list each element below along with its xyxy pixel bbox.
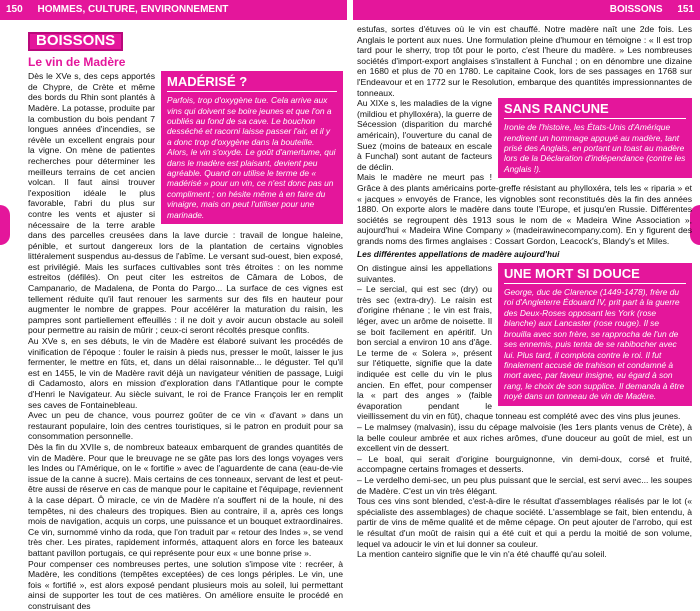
sidebar-text: Parfois, trop d'oxygène tue. Cela arrive aux vins qui doivent se boire jeunes et que l'on a oubliés au fond de sa cave. Le bouchon desséché et racorni laisse passer l'air, et il y a donc trop d'oxygène dans la bouteille. Alors, le vin s'oxyde. Le goût d'amertume, qui dans le madère est plaisant, devient peu agréable. Quand on utilise le terme de « madérisé » pour un vin, ce n'est donc pas un compliment ; on hésite même à en faire du vinaigre, mais on peut l'utiliser pour une marinade. [167,95,337,220]
paragraph: Pour compenser ces nombreuses pertes, une solution s'impose vite : recréer, à Madère, les conditions (tempêtes exceptées) de ces longs périples. Le vin, une fois « fortifié », est alors exposé pendant plusieurs mois au soleil, lui permettant ainsi de supporter les tout de ces matières. On améliore ensuite le procédé en construisant des [28,559,343,611]
paragraph: On distingue ainsi les appellations suivantes. [357,263,692,284]
left-header-title: HOMMES, CULTURE, ENVIRONNEMENT [31,4,234,15]
right-header [353,0,700,20]
article-subtitle: Le vin de Madère [28,57,343,68]
sidebar-title: MADÉRISÉ ? [167,75,337,92]
left-header [0,0,347,20]
paragraph: La mention canteiro signifie que le vin n'a été chauffé qu'au soleil. [357,549,692,560]
sidebar-title: SANS RANCUNE [504,102,686,119]
left-page-number: 150 [0,4,29,15]
paragraph: – Le verdelho demi-sec, un peu plus puissant que le sercial, est servi avec... les soupes de Madère. C'est un vin très élégant. [357,475,692,496]
sidebar-title: UNE MORT SI DOUCE [504,267,686,284]
paragraph: – Le sercial, qui est sec (dry) ou très sec (extra-dry). Le raisin est d'origine rhénane ; le vin est frais, léger, avec un arôme de noisette. Il se boit facilement en apéritif. Un bon sercial a environ 10 ans d'âge. Le terme de « Solera », présent sur l'étiquette, signifie que la date indiquée est celle du vin le plus ancien. En effet, pour compenser la « part des anges » (faible évaporation pendant le vieillissement du vin en fût), chaque tonneau est complété avec des vins plus jeunes. [357,284,692,422]
paragraph: Au XVe s, en ses débuts, le vin de Madère est élaboré suivant les procédés de vinification de l'époque : fouler le raisin à pieds nus, presser le moût, laisser le jus fermenter, le mettre en fûts, et, dans un délai raisonnable... le déguster. Tel qu'il est en 1455, le vin de Madère ravit déjà un navigateur vénitien de passage, Luigi di Cadamosto, alors en mission d'exploration dans l'Atlantique pour le compte d'Henri le Navigateur. Au siècle suivant, le roi de France François Ier en remplit ses caves de Fontainebleau. [28,336,343,410]
right-header-title: BOISSONS [604,4,669,15]
gutter [347,0,353,584]
paragraph: – Le boal, qui serait d'origine bourguignonne, vin demi-doux, corsé et fruité, accompagne certains fromages et desserts. [357,454,692,475]
section-title: BOISSONS [28,32,123,51]
paragraph: Dès le XVe s, des ceps apportés de Chypre, de Crète et même des bords du Rhin sont plantés à Madère. La potasse, produite par la combustion du bois pendant 7 longues années d'incendies, se révèle un excellent engrais pour la vigne. On mène de patientes recherches pour déterminer les meilleurs terrains de cet ancien volcan. Il faut ainsi trouver l'exposition idéale le plus favorable, l'abri du plus sur contre les vents et ajuster si nécessaire de la terre arable dans des parcelles creusées dans la lave durcie : travail de longue haleine, pénible, et surtout dangereux lors de la plantation de certains vignobles littéralement suspendus au-dessus de l'abîme. Le versant sud-ouest, bien exposé, est privilégié. Mais les surfaces cultivables sont très étroites : on les nomme estreitos (défilés). On peut citer les estreitos de Câmara de Lobos, de Campanario, de Madalena, de Ponta do Pargo... La surface de ces vignes est tellement réduite qu'il faut renouer les sarments sur des fils en hauteur pour augmenter le nombre de grappes. Pour accélérer la maturation du raisin, les pampres sont partiellement effeuillés : il ne doit y avoir aucun obstacle au soleil pour permettre au raisin de mûrir ; ceux-ci seront récoltés presque confits. [28,71,343,336]
right-page [357,24,692,560]
right-page-number: 151 [671,4,700,15]
paragraph: Tous ces vins sont blended, c'est-à-dire le résultat d'assemblages réalisés par le lot (« spécialiste des assemblages) de chaque société. L'assemblage se fait, bien entendu, à partir de vins de même qualité et de même cépage. On peut ajouter de l'arrobo, qui est le résultat d'un moût de raisin qui a été cuit et qui a perdu la moitié de son volume, lequel va adoucir le vin et lui donner sa couleur. [357,496,692,549]
paragraph: Dès la fin du XVIIe s, de nombreux bateaux embarquent de grandes quantités de vin de Madère. Pour que le breuvage ne se gâte pas lors des longs voyages vers les Indes ou l'Amérique, on le « fortifie » avec de l'aguardente de cana (eau-de-vie issue de la canne à sucre). Mais certains de ces tonneaux, servant de lest et peut-être aussi de réserve en cas de manque pour le capitaine et l'équipage, reviennent à la case départ. Ô miracle, ce vin de Madère n'a souffert ni de la houle, ni des tempêtes, ni des chaleurs des tropiques. Bien au contraire, il a, après ces longs mois de navigation, acquis un corps, une puissance et un bouquet extraordinaires. Ce vin, surnommé vinho da roda, que l'on traduit par « retour des Indes », se vend très cher. Les pirates, rapidement informés, attaquent alors en force les bateaux battant pavillon portugais, ce qui représente pour eux « une bonne prise ». [28,442,343,559]
appellations-heading: Les différentes appellations de madère aujourd'hui [357,249,692,260]
sidebar-text: George, duc de Clarence (1449-1478), frère du roi d'Angleterre Édouard IV, prit part à la guerre des Deux-Roses opposant les York (rose blanche) aux Lancaster (rose rouge). Il se brouilla avec son frère, se rapprocha de l'un de ses ennemis, puis tenta de se rabibocher avec lui. Plus tard, il complota contre le roi. Il fut finalement accusé de trahison et condamné à mort avec, par faveur insigne, eu égard à son rang, le choix de son supplice. Il demanda à être noyé dans un tonneau de vin de Madère. [504,287,686,401]
sans-rancune-sidebar [498,98,692,178]
maderise-sidebar [161,71,343,224]
paragraph: – Le malmsey (malvasin), issu du cépage malvoisie (les 1ers plants venus de Crète), à la belle couleur ambrée et aux riches arômes, d'une douceur au goût de miel, est un excellent vin de dessert. [357,422,692,454]
sidebar-text: Ironie de l'histoire, les États-Unis d'Amérique rendirent un hommage appuyé au madère, tant prisé des Anglais, en portant un toast au madère lors de la Déclaration d'indépendance (contre les Anglais !). [504,122,686,174]
left-edge-tab [0,205,10,245]
left-page [28,24,343,611]
paragraph: Avec un peu de chance, vous pourrez goûter de ce vin « d'avant » dans un restaurant populaire, loin des centres touristiques, si le patron en produit pour sa consommation personnelle. [28,410,343,442]
paragraph: Au XIXe s, les maladies de la vigne (mildiou et phylloxéra), la guerre de Sécession (disparition du marché américain), l'ouverture du canal de Suez (moins de bateaux en escale à Funchal) sont autant de facteurs de déclin. [357,98,692,172]
une-mort-sidebar [498,263,692,405]
paragraph: Mais le madère ne meurt pas ! Grâce à des plants américains porte-greffe résistant au phylloxéra, tels les « riparia » et « jacques » envoyés de France, les vignobles sont reconstitués dès la fin des années 1880. On exporte alors le madère dans toute l'Europe, et jusqu'en Russie. Différentes sociétés se regroupent dès 1913 sous le nom de « Madeira Wine Association », aujourd'hui « Madeira Wine Company » (madeirawinecompany.com). En y figurent des grands noms des firmes anglaises : Cossart Gordon, Leacock's, Blandy's et Miles. [357,172,692,246]
paragraph: estufas, sortes d'étuves où le vin est chauffé. Notre madère naît une 2de fois. Les Anglais le portent aux nues. Une formulation pleine d'humour en témoigne : « Il est trop tard pour le sherry, trop tôt pour le porto, c'est l'heure du madère. » Les nombreuses sociétés d'import-export anglaises s'installent à Funchal ; on en dénombre une dizaine en 1680 et plus de 70 en 1780. Le capitaine Cook, lors de ses passages en 1768 sur l'Endeavour et en 1772 sur le Resolution, embarque des quantités impressionnantes de tonneaux. [357,24,692,98]
